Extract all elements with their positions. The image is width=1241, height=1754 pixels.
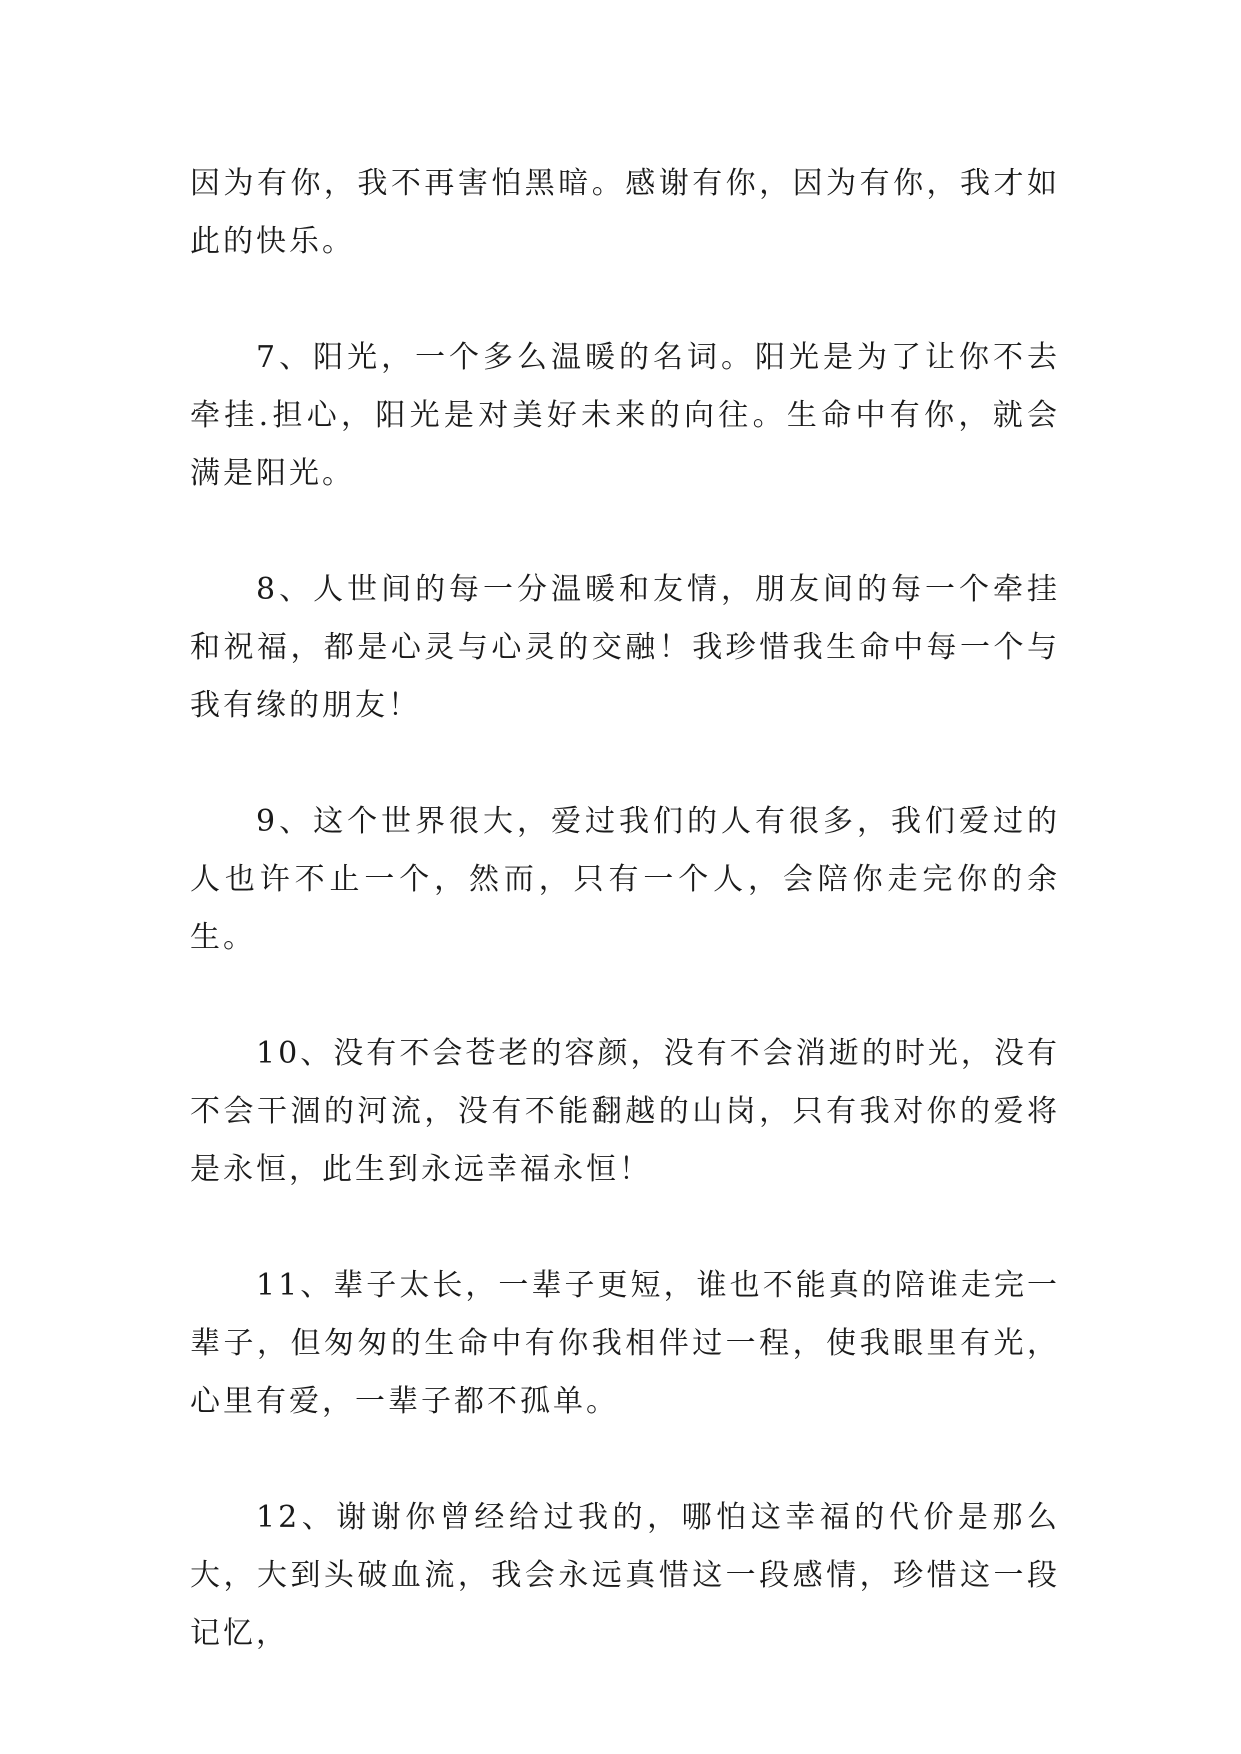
- paragraph-8: 8、人世间的每一分温暖和友情，朋友间的每一个牵挂和祝福，都是心灵与心灵的交融！我珍惜我生命中每一个与我有缘的朋友！: [190, 572, 1060, 723]
- document-body: [190, 155, 1060, 1663]
- paragraph-7: 7、阳光，一个多么温暖的名词。阳光是为了让你不去牵挂.担心，阳光是对美好未来的向往。生命中有你，就会满是阳光。: [190, 340, 1060, 491]
- paragraph-continuation: 因为有你，我不再害怕黑暗。感谢有你，因为有你，我才如此的快乐。: [190, 166, 1060, 259]
- paragraph-11: 11、辈子太长，一辈子更短，谁也不能真的陪谁走完一辈子，但匆匆的生命中有你我相伴过一程，使我眼里有光，心里有爱，一辈子都不孤单。: [190, 1268, 1060, 1419]
- paragraph-9: 9、这个世界很大，爱过我们的人有很多，我们爱过的人也许不止一个，然而，只有一个人，会陪你走完你的余生。: [190, 804, 1060, 955]
- paragraph-12: 12、谢谢你曾经给过我的，哪怕这幸福的代价是那么大，大到头破血流，我会永远真惜这一段感情，珍惜这一段记忆，: [190, 1500, 1060, 1651]
- paragraph-10: 10、没有不会苍老的容颜，没有不会消逝的时光，没有不会干涸的河流，没有不能翻越的山岗，只有我对你的爱将是永恒，此生到永远幸福永恒！: [190, 1036, 1060, 1187]
